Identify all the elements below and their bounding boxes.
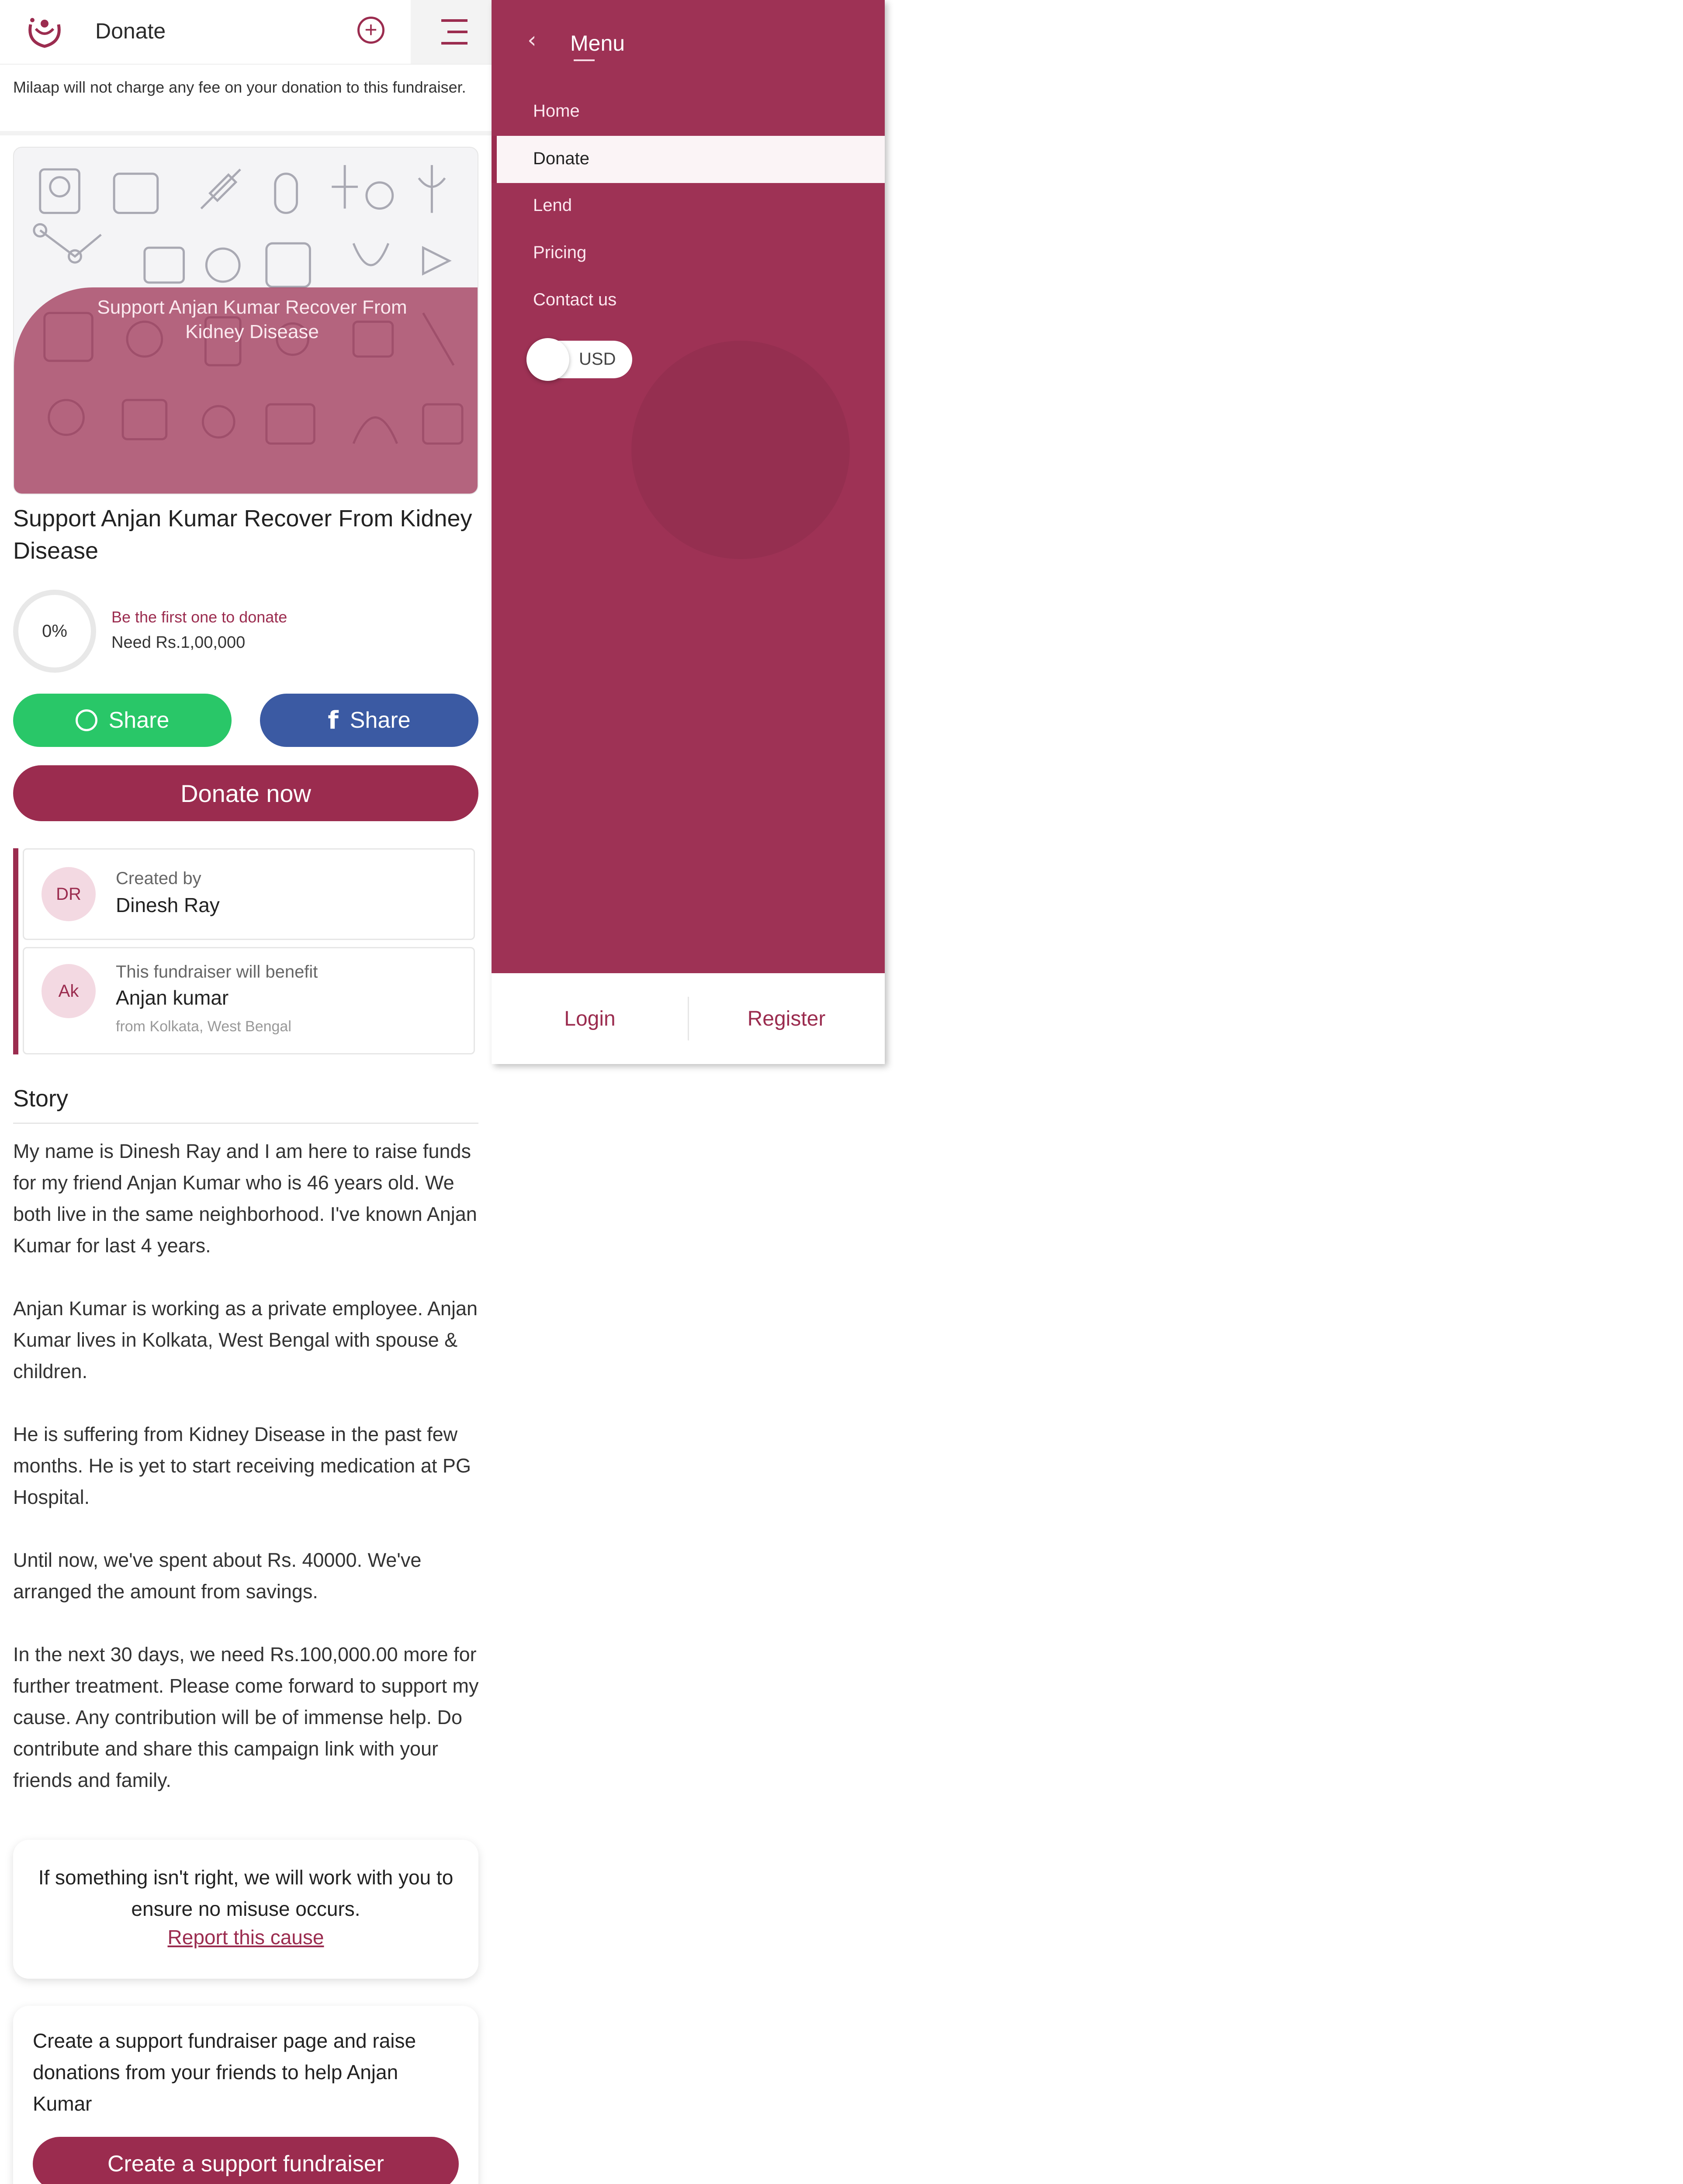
whatsapp-share-button[interactable] xyxy=(13,694,232,747)
button-content xyxy=(260,694,478,747)
header-title: Donate xyxy=(95,19,166,43)
hamburger-line xyxy=(441,19,468,22)
drawer-menu-panel xyxy=(492,0,885,973)
facebook-icon: f xyxy=(328,706,339,735)
navigation-drawer xyxy=(492,0,885,1064)
milaap-logo-icon[interactable] xyxy=(23,11,66,53)
report-text: If something isn't right, we will work with you to ensure no misuse occurs. xyxy=(38,1866,454,1920)
support-text: Create a support fundraiser page and raise donations from your friends to help Anjan Kumar xyxy=(33,2029,416,2115)
story-paragraph: In the next 30 days, we need Rs.100,000.00 more for further treatment. Please come forward to support my cause. Any contribution will be of immense help. Do contribute and share this campaign link with your friends and family. xyxy=(13,1643,479,1791)
divider xyxy=(13,1123,478,1124)
fee-notice: Milaap will not charge any fee on your donation to this fundraiser. xyxy=(13,78,466,96)
divider xyxy=(0,131,492,135)
plus-circle-icon[interactable]: + xyxy=(357,17,384,44)
chevron-left-icon[interactable]: ‹ xyxy=(527,27,537,53)
menu-item-contact[interactable]: Contact us xyxy=(533,290,617,309)
banner-title: Support Anjan Kumar Recover From Kidney Disease xyxy=(97,297,407,342)
create-support-fundraiser-button[interactable]: Create a support fundraiser xyxy=(33,2137,459,2184)
title-underline xyxy=(574,59,595,61)
creator-avatar: DR xyxy=(42,867,96,921)
campaign-title: Support Anjan Kumar Recover From Kidney Disease xyxy=(13,505,472,564)
goal-amount: Need Rs.1,00,000 xyxy=(111,633,246,652)
whatsapp-icon xyxy=(76,709,97,731)
register-button[interactable]: Register xyxy=(747,1007,826,1030)
drawer-title: Menu xyxy=(570,31,625,55)
story-heading: Story xyxy=(13,1085,69,1112)
beneficiary-label: This fundraiser will benefit xyxy=(116,962,318,981)
menu-item-label: Donate xyxy=(533,149,589,168)
beneficiary-location: from Kolkata, West Bengal xyxy=(116,1018,291,1035)
progress-ring xyxy=(13,590,96,673)
facebook-share-button[interactable] xyxy=(260,694,478,747)
donate-now-button[interactable]: Donate now xyxy=(13,765,478,821)
campaign-banner[interactable] xyxy=(13,147,478,494)
hamburger-menu-button[interactable] xyxy=(411,0,492,64)
progress-percent: 0% xyxy=(42,622,67,641)
top-header xyxy=(0,0,492,65)
fundraiser-people xyxy=(13,848,478,1054)
hamburger-line xyxy=(441,42,468,45)
first-donate-text: Be the first one to donate xyxy=(111,608,287,626)
support-fundraiser-card xyxy=(13,2006,478,2184)
menu-item-lend[interactable]: Lend xyxy=(533,196,572,215)
beneficiary-card[interactable] xyxy=(23,947,475,1054)
story-paragraph: Anjan Kumar is working as a private employee. Anjan Kumar lives in Kolkata, West Bengal with spouse & children. xyxy=(13,1297,478,1382)
story-paragraph: My name is Dinesh Ray and I am here to raise funds for my friend Anjan Kumar who is 46 years old. We both live in the same neighborhood. I've known Anjan Kumar for last 4 years. xyxy=(13,1140,477,1257)
currency-label: USD xyxy=(579,349,616,369)
beneficiary-name: Anjan kumar xyxy=(116,986,229,1009)
story-paragraph: He is suffering from Kidney Disease in the past few months. He is yet to start receiving medication at PG Hospital. xyxy=(13,1423,471,1508)
button-content xyxy=(13,694,232,747)
login-button[interactable]: Login xyxy=(564,1007,616,1030)
menu-item-home[interactable]: Home xyxy=(533,101,580,121)
whatsapp-share-label: Share xyxy=(108,708,170,733)
story-paragraph: Until now, we've spent about Rs. 40000. We've arranged the amount from savings. xyxy=(13,1549,422,1603)
currency-toggle[interactable] xyxy=(526,341,632,378)
hamburger-line xyxy=(447,31,468,33)
creator-label: Created by xyxy=(116,869,201,888)
drawer-watermark xyxy=(631,341,850,559)
menu-item-donate[interactable] xyxy=(492,136,885,183)
facebook-share-label: Share xyxy=(350,708,411,733)
creator-name: Dinesh Ray xyxy=(116,894,220,916)
beneficiary-avatar: Ak xyxy=(42,964,96,1018)
page xyxy=(0,0,492,2184)
creator-card[interactable] xyxy=(23,848,475,940)
story-body xyxy=(13,1136,483,1828)
report-card xyxy=(13,1840,478,1979)
report-cause-link[interactable]: Report this cause xyxy=(167,1926,324,1949)
toggle-knob[interactable] xyxy=(526,338,569,381)
menu-item-pricing[interactable]: Pricing xyxy=(533,243,587,262)
